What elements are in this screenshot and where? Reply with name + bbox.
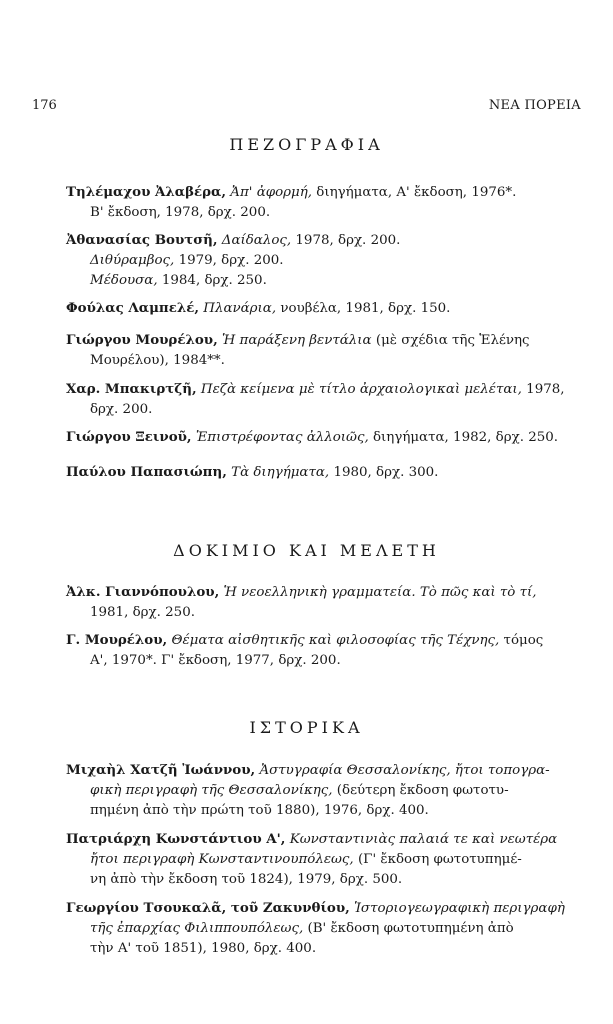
section-heading-prose: ΠΕΖΟΓΡΑΦΙΑ	[229, 135, 384, 154]
entry-title: Ἀστυγραφία Θεσσαλονίκης, ἤτοι τοπογρα-	[259, 763, 550, 778]
entry-title: Ἡ νεοελληνικὴ γραμματεία. Τὸ πῶς καὶ τὸ τί,	[223, 585, 537, 600]
entry-title: Δαίδαλος,	[221, 233, 292, 248]
entry-author: Γεωργίου Τσουκαλᾶ, τοῦ Ζακυνθίου,	[66, 900, 350, 916]
entry-title: Θέματα αἰσθητικῆς καὶ φιλοσοφίας τῆς Τέχνης,	[171, 633, 500, 648]
catalog-entry	[66, 230, 586, 291]
entry-author: Πατριάρχη Κωνστάντιου Α',	[66, 831, 286, 847]
catalog-entry	[66, 630, 586, 671]
catalog-entry	[66, 379, 586, 420]
entry-continuation: Β' ἔκδοση, 1978, δρχ. 200.	[90, 205, 271, 220]
entry-continuation: πημένη ἀπὸ τὴν πρώτη τοῦ 1880), 1976, δρχ. 400.	[90, 803, 429, 818]
entry-title: Κωνσταντινιὰς παλαιά τε καὶ νεωτέρα	[289, 832, 558, 847]
entry-details: 1978, δρχ. 200.	[291, 233, 401, 248]
entry-title: Πλανάρια,	[203, 301, 277, 316]
entry-author: Παύλου Παπασιώπη,	[66, 464, 227, 480]
entry-continuation: δρχ. 200.	[90, 402, 153, 417]
entry-continuation: τὴν Α' τοῦ 1851), 1980, δρχ. 400.	[90, 941, 317, 956]
entry-title: Ἡ παράξενη βεντάλια	[222, 333, 372, 348]
entry-author: Γ. Μουρέλου,	[66, 632, 168, 648]
entry-details: 1978,	[521, 382, 565, 397]
entry-continuation: 1981, δρχ. 250.	[90, 605, 195, 620]
entry-title: τῆς ἐπαρχίας Φιλιππουπόλεως,	[90, 921, 304, 936]
entry-author: Γιώργου Μουρέλου,	[66, 332, 218, 348]
section-heading-essays: ΔΟΚΙΜΙΟ ΚΑΙ ΜΕΛΕΤΗ	[173, 541, 440, 560]
entry-continuation: Διθύραμβος, 1979, δρχ. 200.	[90, 253, 284, 268]
entry-continuation: Α', 1970*. Γ' ἔκδοση, 1977, δρχ. 200.	[90, 653, 341, 668]
entry-continuation: φικὴ περιγραφὴ τῆς Θεσσαλονίκης, (δεύτερη ἔκδοση φωτοτυ-	[90, 783, 509, 798]
entry-details: τόμος	[499, 633, 544, 648]
entry-title: Πεζὰ κείμενα μὲ τίτλο ἀρχαιολογικαὶ μελέται,	[200, 382, 522, 397]
entry-details: νουβέλα, 1981, δρχ. 150.	[276, 301, 451, 316]
entry-details: διηγήματα, 1982, δρχ. 250.	[368, 430, 559, 445]
catalog-entry	[66, 182, 586, 223]
entry-author: Μιχαὴλ Χατζῆ Ἰωάννου,	[66, 762, 256, 778]
entry-details: διηγήματα, Α' ἔκδοση, 1976*.	[312, 185, 517, 200]
entry-continuation: Μέδουσα, 1984, δρχ. 250.	[90, 273, 267, 288]
entry-title: Διθύραμβος,	[90, 253, 175, 268]
running-title: ΝΕΑ ΠΟΡΕΙΑ	[488, 98, 581, 113]
entry-title: Ἐπιστρέφοντας ἀλλοιῶς,	[195, 430, 369, 445]
entry-title: ἤτοι περιγραφὴ Κωνσταντινουπόλεως,	[90, 852, 354, 867]
catalog-entry	[66, 829, 586, 890]
catalog-entry	[66, 298, 586, 319]
entry-continuation: τῆς ἐπαρχίας Φιλιππουπόλεως, (Β' ἔκδοση φωτοτυπημένη ἀπὸ	[90, 921, 514, 936]
entry-details: 1980, δρχ. 300.	[329, 465, 439, 480]
catalog-entry	[66, 330, 586, 371]
catalog-entry	[66, 427, 586, 448]
catalog-entry	[66, 898, 586, 959]
entry-author: Φούλας Λαμπελέ,	[66, 300, 200, 316]
entry-author: Χαρ. Μπακιρτζῆ,	[66, 381, 197, 397]
catalog-entry	[66, 760, 586, 821]
entry-author: Τηλέμαχου Ἀλαβέρα,	[66, 184, 227, 200]
entry-title: φικὴ περιγραφὴ τῆς Θεσσαλονίκης,	[90, 783, 333, 798]
catalog-entry	[66, 582, 586, 623]
entry-title: Ἀπ' ἀφορμή,	[230, 185, 313, 200]
page-number: 176	[32, 98, 57, 113]
entry-title: Ἱστοριογεωγραφικὴ περιγραφὴ	[354, 901, 565, 916]
entry-author: Ἀθανασίας Βουτσῆ,	[66, 232, 218, 248]
entry-details: (μὲ σχέδια τῆς Ἑλένης	[371, 333, 530, 348]
entry-continuation: ἤτοι περιγραφὴ Κωνσταντινουπόλεως, (Γ' ἔκδοση φωτοτυπημέ-	[90, 852, 522, 867]
section-heading-history: ΙΣΤΟΡΙΚΑ	[249, 718, 364, 737]
entry-author: Γιώργου Ξεινοῦ,	[66, 429, 192, 445]
entry-title: Τὰ διηγήματα,	[231, 465, 330, 480]
entry-title: Μέδουσα,	[90, 273, 158, 288]
catalog-entry	[66, 462, 586, 483]
page-header	[32, 98, 581, 116]
entry-continuation: νη ἀπὸ τὴν ἔκδοση τοῦ 1824), 1979, δρχ. 500.	[90, 872, 403, 887]
entry-author: Ἀλκ. Γιαννόπουλου,	[66, 584, 220, 600]
entry-continuation: Μουρέλου), 1984**.	[90, 353, 225, 368]
